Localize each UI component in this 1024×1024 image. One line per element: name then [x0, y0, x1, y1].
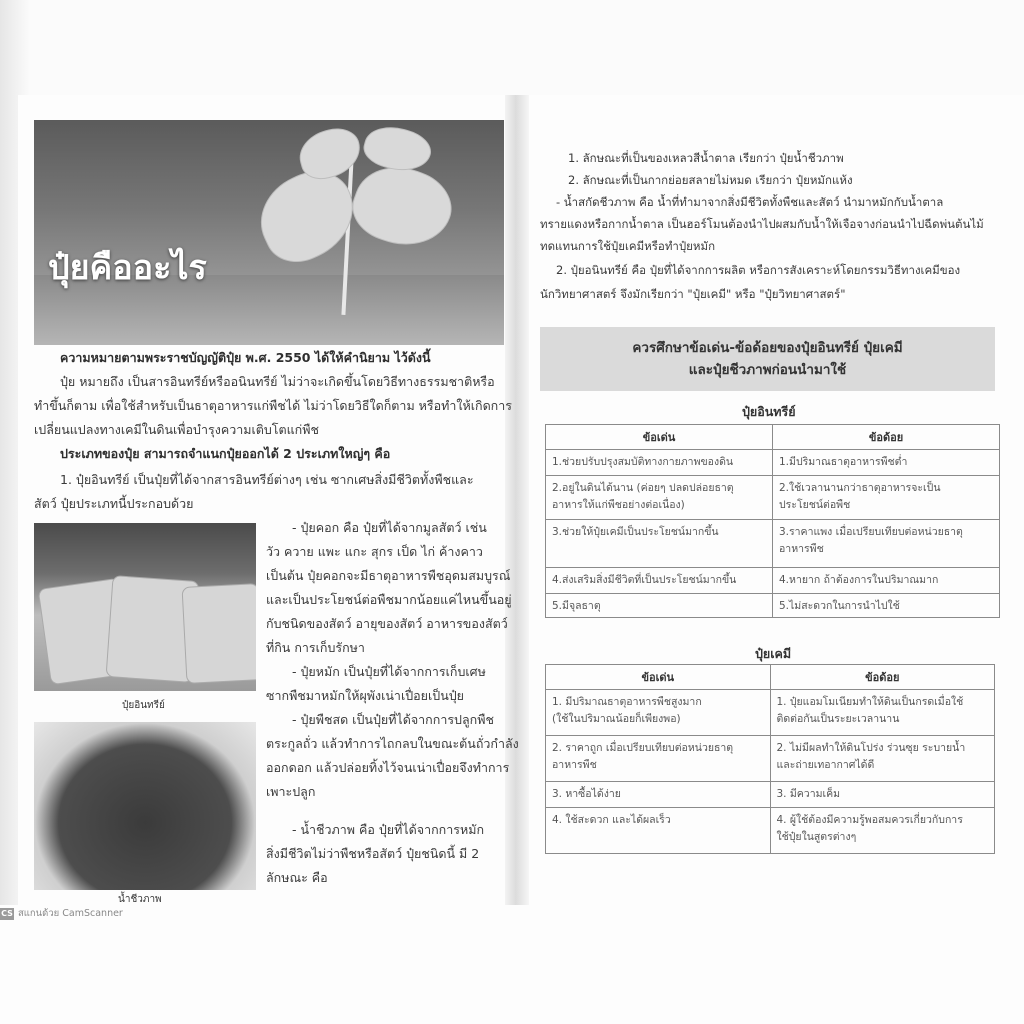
table-cell: 3.ช่วยให้ปุ๋ยเคมีเป็นประโยชน์มากขึ้น	[546, 520, 773, 568]
column-header: ข้อด้อย	[773, 425, 1000, 450]
bio-line: - น้ำชีวภาพ คือ ปุ๋ยที่ได้จากการหมัก	[292, 822, 485, 837]
fertilizer-bags-photo	[34, 523, 256, 691]
table-cell: 2. ราคาถูก เมื่อเปรียบเทียบต่อหน่วยธาตุ อาหารพืช	[546, 736, 771, 782]
table-row	[546, 568, 1000, 594]
green-manure-line: เพาะปลูก	[266, 784, 316, 799]
table-cell: 4.หายาก ถ้าต้องการในปริมาณมาก	[773, 568, 1000, 594]
table-cell: 1. ปุ๋ยแอมโมเนียมทำให้ดินเป็นกรดเมื่อใช้ ติดต่อกันเป็นระยะเวลานาน	[770, 690, 995, 736]
bio-liquid-bucket-photo	[34, 722, 256, 890]
manure-line: กับชนิดของสัตว์ อายุของสัตว์ อาหารของสัตว์	[266, 616, 508, 631]
scanner-text: สแกนด้วย CamScanner	[18, 908, 123, 919]
table-cell: 4.ส่งเสริมสิ่งมีชีวิตที่เป็นประโยชน์มากขึ้น	[546, 568, 773, 594]
table-cell: 4. ใช้สะดวก และได้ผลเร็ว	[546, 808, 771, 854]
table-cell: 1.ช่วยปรับปรุงสมบัติทางกายภาพของดิน	[546, 450, 773, 476]
types-heading: ประเภทของปุ๋ย สามารถจำแนกปุ๋ยออกได้ 2 ประเภทใหญ่ๆ คือ	[60, 446, 391, 461]
bio-line: สิ่งมีชีวิตไม่ว่าพืชหรือสัตว์ ปุ๋ยชนิดนี้ มี 2	[266, 846, 480, 861]
table-cell: 3. มีความเค็ม	[770, 782, 995, 808]
definition-line: ปุ๋ย หมายถึง เป็นสารอินทรีย์หรืออนินทรีย์ ไม่ว่าจะเกิดขึ้นโดยวิธีทางธรรมชาติหรือ	[60, 374, 495, 389]
photo-caption: น้ำชีวภาพ	[118, 894, 162, 905]
table-cell: 5.มีจุลธาตุ	[546, 594, 773, 618]
table-cell: 5.ไม่สะดวกในการนำไปใช้	[773, 594, 1000, 618]
manure-line: ที่กิน การเก็บรักษา	[266, 640, 365, 655]
organic-table-caption: ปุ๋ยอินทรีย์	[742, 404, 796, 419]
table-cell: 2.อยู่ในดินได้นาน (ค่อยๆ ปลดปล่อยธาตุ อาหารให้แก่พืชอย่างต่อเนื่อง)	[546, 476, 773, 520]
scanner-watermark	[0, 906, 123, 921]
table-cell: 2.ใช้เวลานานกว่าธาตุอาหารจะเป็น ประโยชน์ต่อพืช	[773, 476, 1000, 520]
box-title-line: และปุ๋ยชีวภาพก่อนนำมาใช้	[688, 362, 847, 378]
table-cell: 1. มีปริมาณธาตุอาหารพืชสูงมาก (ใช้ในปริมาณน้อยก็เพียงพอ)	[546, 690, 771, 736]
table-row	[546, 450, 1000, 476]
table-row	[546, 520, 1000, 568]
column-header: ข้อเด่น	[546, 425, 773, 450]
right-line: นักวิทยาศาสตร์ จึงมักเรียกว่า "ปุ๋ยเคมี" หรือ "ปุ๋ยวิทยาศาสตร์"	[540, 287, 846, 301]
definition-line: ทำขึ้นก็ตาม เพื่อใช้สำหรับเป็นธาตุอาหารแก่พืชได้ ไม่ว่าโดยวิธีใดก็ตาม หรือทำให้เกิดการ	[34, 398, 512, 413]
table-cell: 3. หาซื้อได้ง่าย	[546, 782, 771, 808]
table-row	[546, 594, 1000, 618]
right-line: 2. ลักษณะที่เป็นกากย่อยสลายไม่หมด เรียกว่า ปุ๋ยหมักแห้ง	[568, 173, 853, 187]
table-row	[546, 736, 995, 782]
manure-line: และเป็นประโยชน์ต่อพืชมากน้อยแค่ไหนขึ้นอยู่	[266, 592, 512, 607]
table-header-row	[546, 425, 1000, 450]
organic-comparison-table	[545, 424, 1000, 618]
right-line: 1. ลักษณะที่เป็นของเหลวสีน้ำตาล เรียกว่า ปุ๋ยน้ำชีวภาพ	[568, 151, 844, 165]
green-manure-line: - ปุ๋ยพืชสด เป็นปุ๋ยที่ได้จากการปลูกพืช	[292, 712, 494, 727]
green-manure-line: ออกดอก แล้วปล่อยทิ้งไว้จนเน่าเปื่อยจึงทำการ	[266, 760, 510, 775]
table-header-row	[546, 665, 995, 690]
box-title-line: ควรศึกษาข้อเด่น-ข้อด้อยของปุ๋ยอินทรีย์ ปุ๋ยเคมี	[632, 340, 903, 356]
organic-line: 1. ปุ๋ยอินทรีย์ เป็นปุ๋ยที่ได้จากสารอินทรีย์ต่างๆ เช่น ซากเศษสิ่งมีชีวิตทั้งพืชและ	[60, 472, 474, 487]
page-title: ปุ๋ยคืออะไร	[48, 248, 207, 288]
table-cell: 1.มีปริมาณธาตุอาหารพืชต่ำ	[773, 450, 1000, 476]
table-cell: 3.ราคาแพง เมื่อเปรียบเทียบต่อหน่วยธาตุ อาหารพืช	[773, 520, 1000, 568]
right-line: ทรายแดงหรือกากน้ำตาล เป็นฮอร์โมนต้องนำไปผสมกับน้ำให้เจือจางก่อนนำไปฉีดพ่นต้นไม้	[540, 217, 984, 231]
chemical-table-caption: ปุ๋ยเคมี	[755, 646, 792, 661]
camscanner-logo-icon: CS	[1, 909, 13, 918]
right-line: 2. ปุ๋ยอนินทรีย์ คือ ปุ๋ยที่ได้จากการผลิต หรือการสังเคราะห์โดยกรรมวิธีทางเคมีของ	[556, 263, 961, 277]
table-row	[546, 690, 995, 736]
definition-heading: ความหมายตามพระราชบัญญัติปุ๋ย พ.ศ. 2550 ได้ให้คำนิยาม ไว้ดังนี้	[60, 350, 431, 365]
compost-line: ซากพืชมาหมักให้ผุพังเน่าเปื่อยเป็นปุ๋ย	[266, 688, 464, 703]
right-line: - น้ำสกัดชีวภาพ คือ น้ำที่ทำมาจากสิ่งมีชีวิตทั้งพืชและสัตว์ นำมาหมักกับน้ำตาล	[556, 195, 944, 209]
table-row	[546, 808, 995, 854]
column-header: ข้อเด่น	[546, 665, 771, 690]
bio-line: ลักษณะ คือ	[266, 870, 328, 885]
table-row	[546, 782, 995, 808]
table-cell: 4. ผู้ใช้ต้องมีความรู้พอสมควรเกี่ยวกับการ ใช้ปุ๋ยในสูตรต่างๆ	[770, 808, 995, 854]
photo-caption: ปุ๋ยอินทรีย์	[122, 700, 165, 711]
manure-line: เป็นต้น ปุ๋ยคอกจะมีธาตุอาหารพืชอุดมสมบูรณ์	[266, 568, 511, 583]
background	[0, 905, 1024, 1024]
table-cell: 2. ไม่มีผลทำให้ดินโปร่ง ร่วนซุย ระบายน้ำ และถ่ายเทอากาศได้ดี	[770, 736, 995, 782]
definition-line: เปลี่ยนแปลงทางเคมีในดินเพื่อบำรุงความเติบโตแก่พืช	[34, 422, 319, 437]
table-row	[546, 476, 1000, 520]
column-header: ข้อด้อย	[770, 665, 995, 690]
compost-line: - ปุ๋ยหมัก เป็นปุ๋ยที่ได้จากการเก็บเศษ	[292, 664, 486, 679]
book-gutter	[505, 95, 529, 910]
manure-line: วัว ควาย แพะ แกะ สุกร เป็ด ไก่ ค้างคาว	[266, 544, 483, 559]
comparison-box-title	[540, 327, 995, 391]
green-manure-line: ตระกูลถั่ว แล้วทำการไถกลบในขณะต้นถั่วกำลัง	[266, 736, 519, 751]
hero-seedling-photo	[34, 120, 504, 345]
organic-line: สัตว์ ปุ๋ยประเภทนี้ประกอบด้วย	[34, 496, 194, 511]
right-line: ทดแทนการใช้ปุ๋ยเคมีหรือทำปุ๋ยหมัก	[540, 239, 716, 253]
chemical-comparison-table	[545, 664, 995, 854]
manure-line: - ปุ๋ยคอก คือ ปุ๋ยที่ได้จากมูลสัตว์ เช่น	[292, 520, 487, 535]
